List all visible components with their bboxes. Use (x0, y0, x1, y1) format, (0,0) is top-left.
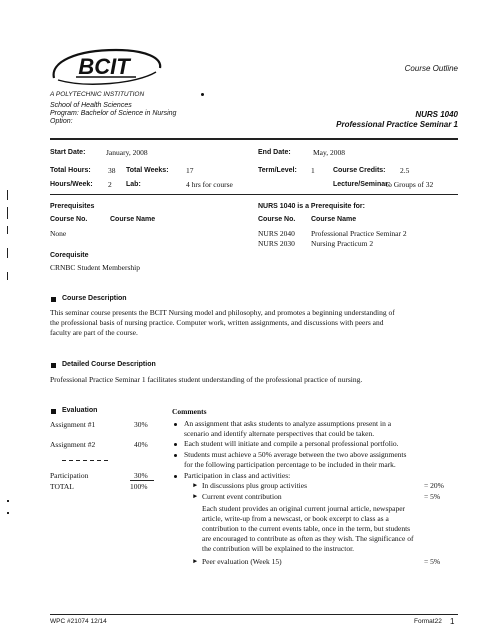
eval-row-pct: 40% (134, 440, 148, 449)
stray-mark (201, 93, 204, 96)
hours-week-value: 2 (108, 180, 112, 189)
bcit-logo (46, 44, 166, 90)
lecture-value: to Groups of 32 (386, 180, 434, 189)
margin-mark (7, 207, 8, 219)
detailed-title: Detailed Course Description (62, 361, 156, 368)
comment-bullet (174, 423, 177, 426)
comment-line: for the following participation percentage to be included in their mark. (184, 460, 396, 469)
is-prereq-row-name: Professional Practice Seminar 2 (311, 229, 407, 238)
section-bullet (51, 409, 56, 414)
eval-row-pct: 30% (134, 420, 148, 429)
current-event-line: Each student provides an original current journal article, newspaper (202, 504, 406, 513)
logo-tagline: A POLYTECHNIC INSTITUTION (50, 91, 145, 98)
description-title: Course Description (62, 295, 127, 302)
comment-line: Students must achieve a 50% average between the two above assignments (184, 450, 407, 459)
sub-arrow-icon: ► (192, 558, 199, 565)
footer-rule (50, 614, 458, 615)
current-event-line: contribution to the current events table, once in the term, but students (202, 524, 411, 533)
coreq-title: Corequisite (50, 252, 89, 259)
comments-title: Comments (172, 407, 207, 416)
school-name: School of Health Sciences (50, 102, 132, 109)
sub-item-pct: = 20% (424, 481, 444, 490)
is-prereq-col-no: Course No. (258, 216, 296, 223)
course-code: NURS 1040 (415, 110, 458, 119)
sub-item-label: In discussions plus group activities (202, 481, 307, 490)
total-weeks-label: Total Weeks: (126, 167, 169, 174)
course-title: Professional Practice Seminar 1 (336, 120, 458, 129)
page-number: 1 (450, 617, 455, 626)
comment-line: scenario and identify alternate perspectives that could be taken. (184, 429, 375, 438)
is-prereq-title: NURS 1040 is a Prerequisite for: (258, 203, 365, 210)
eval-row-pct: 100% (130, 482, 148, 491)
detailed-text: Professional Practice Seminar 1 facilitates student understanding of the professional practice of nursing. (50, 375, 363, 384)
margin-mark (7, 272, 8, 280)
is-prereq-col-name: Course Name (311, 216, 357, 223)
comment-line: Each student will initiate and compile a personal professional portfolio. (184, 439, 399, 448)
lab-value: 4 hrs for course (186, 180, 233, 189)
evaluation-title: Evaluation (62, 407, 98, 414)
sub-arrow-icon: ► (192, 493, 199, 500)
logo-text: BCIT (78, 54, 130, 79)
program-name: Program: Bachelor of Science in Nursing (50, 110, 177, 117)
margin-mark (7, 512, 9, 514)
description-line: faculty are part of the course. (50, 328, 138, 337)
sub-item-label: Current event contribution (202, 492, 282, 501)
dashed-mark (62, 460, 110, 461)
eval-row-label: TOTAL (50, 482, 74, 491)
footer-format: Format22 (414, 618, 442, 625)
total-hours-value: 38 (108, 166, 116, 175)
hours-week-label: Hours/Week: (50, 181, 93, 188)
comment-bullet (174, 454, 177, 457)
margin-mark (7, 226, 8, 234)
prereq-title: Prerequisites (50, 203, 95, 210)
margin-mark (7, 190, 8, 200)
description-line: This seminar course presents the BCIT Nursing model and philosophy, and promotes a beginning understanding of (50, 308, 395, 317)
comment-line: Participation in class and activities: (184, 471, 291, 480)
eval-row-label: Assignment #2 (50, 440, 96, 449)
total-rule (130, 480, 154, 481)
sub-item-label: Peer evaluation (Week 15) (202, 557, 282, 566)
current-event-line: article, write-up from a newscast, or book excerpt to class as a (202, 514, 389, 523)
start-date-label: Start Date: (50, 149, 86, 156)
eval-row-pct: 30% (134, 471, 148, 480)
total-hours-label: Total Hours: (50, 167, 91, 174)
comment-bullet (174, 443, 177, 446)
comment-bullet (174, 475, 177, 478)
credits-value: 2.5 (400, 166, 410, 175)
start-date-value: January, 2008 (106, 148, 148, 157)
credits-label: Course Credits: (333, 167, 386, 174)
section-bullet (51, 297, 56, 302)
footer-left: WPC #21074 12/14 (50, 618, 107, 625)
margin-mark (7, 500, 9, 502)
coreq-value: CRNBC Student Membership (50, 263, 141, 272)
is-prereq-row-no: NURS 2040 (258, 229, 295, 238)
is-prereq-row-name: Nursing Practicum 2 (311, 239, 374, 248)
header-rule (50, 138, 458, 140)
sub-item-pct: = 5% (424, 492, 441, 501)
total-weeks-value: 17 (186, 166, 194, 175)
current-event-line: are encouraged to contribute as often as they wish. The significance of (202, 534, 414, 543)
sub-arrow-icon: ► (192, 482, 199, 489)
doc-type: Course Outline (404, 64, 458, 73)
term-label: Term/Level: (258, 167, 297, 174)
comment-line: An assignment that asks students to analyze assumptions present in a (184, 419, 392, 428)
prereq-col-no: Course No. (50, 216, 88, 223)
margin-mark (7, 248, 8, 258)
end-date-label: End Date: (258, 149, 291, 156)
info-rule (50, 194, 458, 195)
prereq-none: None (50, 229, 67, 238)
is-prereq-row-no: NURS 2030 (258, 239, 295, 248)
description-line: the professional basis of nursing practice. Computer work, written assignments, and discussions with peers and (50, 318, 384, 327)
term-value: 1 (311, 166, 315, 175)
current-event-line: the contribution will be explained to the instructor. (202, 544, 355, 553)
option-label: Option: (50, 118, 73, 125)
lecture-label: Lecture/Seminar: (333, 181, 391, 188)
section-bullet (51, 363, 56, 368)
eval-row-label: Participation (50, 471, 89, 480)
prereq-col-name: Course Name (110, 216, 156, 223)
end-date-value: May, 2008 (313, 148, 346, 157)
sub-item-pct: = 5% (424, 557, 441, 566)
lab-label: Lab: (126, 181, 141, 188)
eval-row-label: Assignment #1 (50, 420, 96, 429)
